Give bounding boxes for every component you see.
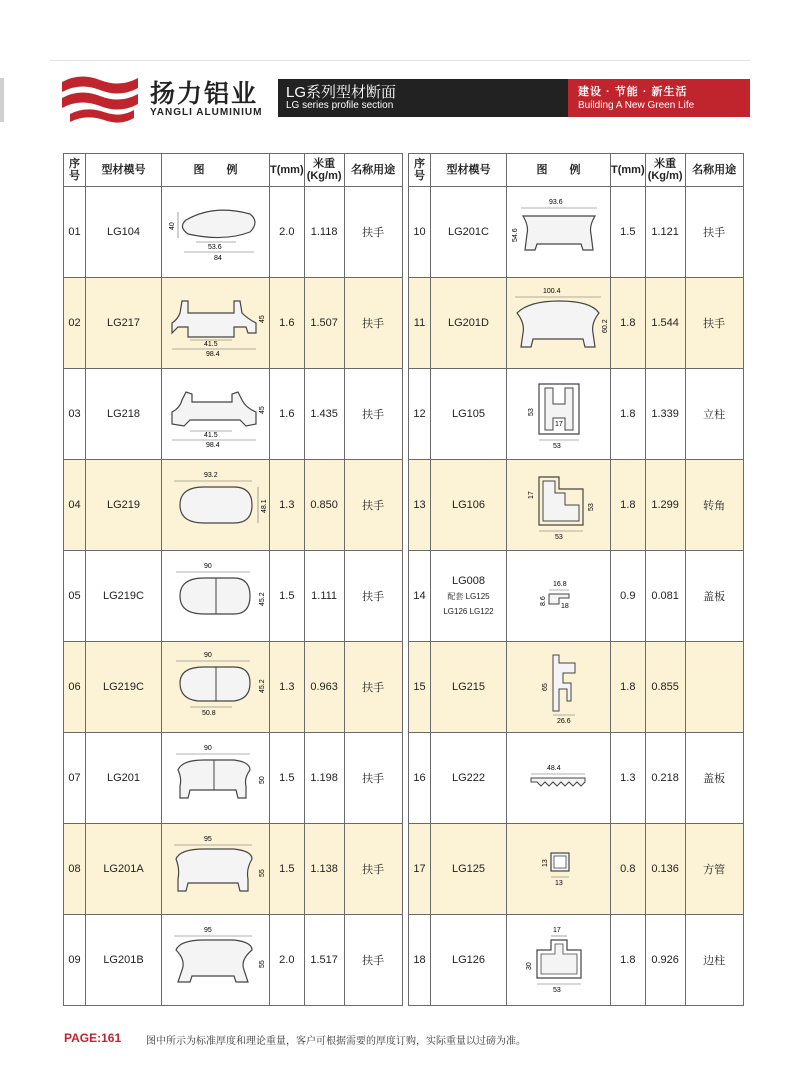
dim-label: 55: [258, 960, 266, 968]
row-thickness: 1.3: [611, 733, 646, 824]
row-weight: 0.136: [645, 824, 685, 915]
header-weight: 米重(Kg/m): [304, 154, 344, 187]
row-weight: 1.517: [304, 915, 344, 1006]
row-model: LG201B: [86, 915, 162, 1006]
row-no: 02: [64, 278, 86, 369]
row-no: 01: [64, 187, 86, 278]
row-usage: 扶手: [685, 187, 743, 278]
table-row: [64, 915, 403, 1006]
row-model: LG217: [86, 278, 162, 369]
table-row: [64, 278, 403, 369]
dim-label: 90: [203, 652, 212, 659]
profile-table-left: [63, 153, 403, 1006]
dim-label: 48.4: [546, 765, 561, 772]
dim-label: 41.5: [203, 341, 218, 348]
row-no: 09: [64, 915, 86, 1006]
row-thickness: 1.3: [270, 460, 305, 551]
row-usage: 扶手: [344, 460, 402, 551]
row-model: LG219: [86, 460, 162, 551]
row-thickness: 1.8: [611, 278, 646, 369]
dim-label: 54.6: [511, 228, 519, 242]
row-usage: 扶手: [344, 551, 402, 642]
row-model: LG201D: [431, 278, 507, 369]
profile-drawing: [507, 824, 611, 915]
header-usage: 名称用途: [685, 154, 743, 187]
dim-label: 45.2: [258, 679, 266, 693]
dim-label: 53: [527, 408, 535, 416]
row-thickness: 1.5: [270, 733, 305, 824]
row-weight: 0.963: [304, 642, 344, 733]
dim-label: 98.4: [205, 442, 220, 449]
dim-label: 13: [541, 859, 549, 867]
dim-label: 53: [552, 443, 561, 450]
header-no: 序号: [409, 154, 431, 187]
dim-label: 16.8: [552, 581, 567, 588]
profile-drawing: [507, 551, 611, 642]
dim-label: 50: [258, 776, 266, 784]
brand-name-en: YANGLI ALUMINIUM: [150, 107, 263, 118]
dim-label: 41.5: [203, 432, 218, 439]
brand-name-cn: 扬力铝业: [150, 80, 259, 108]
dim-label: 17: [552, 927, 561, 934]
row-weight: 0.926: [645, 915, 685, 1006]
table-row: [64, 551, 403, 642]
dim-label: 100.4: [542, 288, 561, 295]
row-weight: 1.121: [645, 187, 685, 278]
row-model: LG222: [431, 733, 507, 824]
footer-note: 图中所示为标准厚度和理论重量，客户可根据需要的厚度订购，实际重量以过磅为准。: [146, 1036, 526, 1047]
profile-drawing: [507, 915, 611, 1006]
row-no: 08: [64, 824, 86, 915]
row-model: LG215: [431, 642, 507, 733]
row-thickness: 0.8: [611, 824, 646, 915]
row-weight: 0.850: [304, 460, 344, 551]
row-thickness: 1.5: [270, 824, 305, 915]
dim-label: 53: [554, 534, 563, 541]
table-row: [409, 915, 744, 1006]
profile-drawing: [507, 460, 611, 551]
row-weight: 1.435: [304, 369, 344, 460]
row-usage: 扶手: [344, 187, 402, 278]
table-header-row: [409, 154, 744, 187]
row-thickness: 1.6: [270, 278, 305, 369]
row-weight: 0.855: [645, 642, 685, 733]
row-model: LG201: [86, 733, 162, 824]
profile-drawing: [507, 733, 611, 824]
header-model: 型材模号: [431, 154, 507, 187]
profile-drawing: [507, 278, 611, 369]
table-row: [409, 551, 744, 642]
header-figure: 图 例: [507, 154, 611, 187]
profile-drawing: [162, 187, 270, 278]
row-weight: 1.544: [645, 278, 685, 369]
row-no: 14: [409, 551, 431, 642]
row-weight: 1.299: [645, 460, 685, 551]
row-usage: 立柱: [685, 369, 743, 460]
header-thickness: T(mm): [611, 154, 646, 187]
row-weight: 0.081: [645, 551, 685, 642]
row-usage: 扶手: [344, 369, 402, 460]
row-no: 12: [409, 369, 431, 460]
table-row: [409, 733, 744, 824]
table-row: [64, 369, 403, 460]
dim-label: 30: [525, 962, 533, 970]
row-weight: 1.339: [645, 369, 685, 460]
header-figure: 图 例: [162, 154, 270, 187]
dim-label: 95: [203, 836, 212, 843]
row-usage: 扶手: [685, 278, 743, 369]
profile-drawing: [162, 642, 270, 733]
row-thickness: 0.9: [611, 551, 646, 642]
row-model: LG219C: [86, 642, 162, 733]
section-title-bar: [278, 79, 568, 117]
dim-label: 90: [203, 563, 212, 570]
dim-label: 50.8: [201, 710, 216, 717]
row-model-note: 配套 LG125: [447, 592, 490, 601]
profile-drawing: [162, 824, 270, 915]
row-usage: 扶手: [344, 915, 402, 1006]
profile-drawing: [162, 278, 270, 369]
row-weight: 1.198: [304, 733, 344, 824]
section-title-cn: LG系列型材断面: [286, 84, 397, 101]
row-model: LG219C: [86, 551, 162, 642]
profile-drawing: [507, 187, 611, 278]
dim-label: 53: [587, 503, 595, 511]
dim-label: 90: [203, 745, 212, 752]
row-model: LG201C: [431, 187, 507, 278]
table-row: [64, 642, 403, 733]
header-thickness: T(mm): [270, 154, 305, 187]
row-usage: 扶手: [344, 824, 402, 915]
dim-label: 17: [554, 421, 563, 428]
dim-label: 45.2: [258, 592, 266, 606]
dim-label: 84: [213, 255, 222, 262]
table-row: [64, 460, 403, 551]
row-model: LG106: [431, 460, 507, 551]
section-title-en: LG series profile section: [286, 100, 394, 111]
dim-label: 8.6: [539, 596, 547, 606]
row-usage: 转角: [685, 460, 743, 551]
row-thickness: 1.5: [270, 551, 305, 642]
dim-label: 55: [258, 869, 266, 877]
dim-label: 95: [203, 927, 212, 934]
page-number: PAGE:161: [64, 1031, 122, 1045]
row-no: 18: [409, 915, 431, 1006]
row-no: 07: [64, 733, 86, 824]
row-usage: 扶手: [344, 642, 402, 733]
dim-label: 60.2: [601, 319, 609, 333]
row-usage: 盖板: [685, 733, 743, 824]
dim-label: 26.6: [556, 718, 571, 725]
row-model: LG105: [431, 369, 507, 460]
profile-drawing: [162, 915, 270, 1006]
row-no: 05: [64, 551, 86, 642]
profile-drawing: [162, 733, 270, 824]
row-no: 17: [409, 824, 431, 915]
yangli-logo-icon: [60, 72, 140, 134]
table-row: [64, 187, 403, 278]
dim-label: 45: [258, 406, 266, 414]
row-no: 03: [64, 369, 86, 460]
row-thickness: 1.8: [611, 460, 646, 551]
slogan-bar: [568, 79, 750, 117]
dim-label: 18: [560, 603, 569, 610]
row-model: LG008: [451, 575, 486, 587]
table-header-row: [64, 154, 403, 187]
profile-drawing: [507, 642, 611, 733]
row-no: 13: [409, 460, 431, 551]
row-weight: 1.118: [304, 187, 344, 278]
profile-table-right: [408, 153, 744, 1006]
row-no: 04: [64, 460, 86, 551]
dim-label: 53: [552, 987, 561, 994]
table-row: [409, 278, 744, 369]
row-model: LG104: [86, 187, 162, 278]
slogan-cn: 建设 · 节能 · 新生活: [578, 86, 688, 98]
row-usage: 边柱: [685, 915, 743, 1006]
row-model: LG125: [431, 824, 507, 915]
header-no: 序号: [64, 154, 86, 187]
row-model: LG126: [431, 915, 507, 1006]
dim-label: 45: [258, 315, 266, 323]
dim-label: 17: [527, 491, 535, 499]
row-no: 06: [64, 642, 86, 733]
row-model: LG218: [86, 369, 162, 460]
table-row: [409, 642, 744, 733]
table-row: [64, 824, 403, 915]
row-weight: 1.507: [304, 278, 344, 369]
dim-label: 48.1: [260, 499, 268, 513]
row-model: LG201A: [86, 824, 162, 915]
row-thickness: 1.3: [270, 642, 305, 733]
row-no: 15: [409, 642, 431, 733]
row-no: 11: [409, 278, 431, 369]
table-row: [409, 187, 744, 278]
row-weight: 1.138: [304, 824, 344, 915]
dim-label: 13: [554, 880, 563, 887]
profile-drawing: [162, 551, 270, 642]
header-usage: 名称用途: [344, 154, 402, 187]
row-thickness: 1.8: [611, 642, 646, 733]
profile-drawing: [507, 369, 611, 460]
table-row: [409, 369, 744, 460]
row-thickness: 2.0: [270, 187, 305, 278]
slogan-en: Building A New Green Life: [578, 100, 695, 111]
dim-label: 53.6: [207, 244, 222, 251]
row-model-note: LG126 LG122: [443, 607, 494, 616]
table-row: [64, 733, 403, 824]
row-thickness: 2.0: [270, 915, 305, 1006]
table-row: [409, 460, 744, 551]
row-usage: [685, 642, 743, 733]
row-no: 10: [409, 187, 431, 278]
page-edge-mark: [0, 78, 4, 122]
dim-label: 40: [168, 222, 176, 230]
profile-drawing: [162, 369, 270, 460]
row-thickness: 1.5: [611, 187, 646, 278]
row-usage: 扶手: [344, 278, 402, 369]
row-usage: 方管: [685, 824, 743, 915]
row-thickness: 1.8: [611, 369, 646, 460]
dim-label: 93.2: [203, 472, 218, 479]
profile-drawing: [162, 460, 270, 551]
row-no: 16: [409, 733, 431, 824]
row-weight: 0.218: [645, 733, 685, 824]
dim-label: 98.4: [205, 351, 220, 358]
header-model: 型材模号: [86, 154, 162, 187]
row-thickness: 1.6: [270, 369, 305, 460]
header-weight: 米重(Kg/m): [645, 154, 685, 187]
row-usage: 盖板: [685, 551, 743, 642]
row-usage: 扶手: [344, 733, 402, 824]
row-thickness: 1.8: [611, 915, 646, 1006]
dim-label: 93.6: [548, 199, 563, 206]
top-rule: [50, 60, 750, 61]
row-model-cell: [431, 551, 507, 642]
table-row: [409, 824, 744, 915]
dim-label: 65: [541, 683, 549, 691]
row-weight: 1.111: [304, 551, 344, 642]
